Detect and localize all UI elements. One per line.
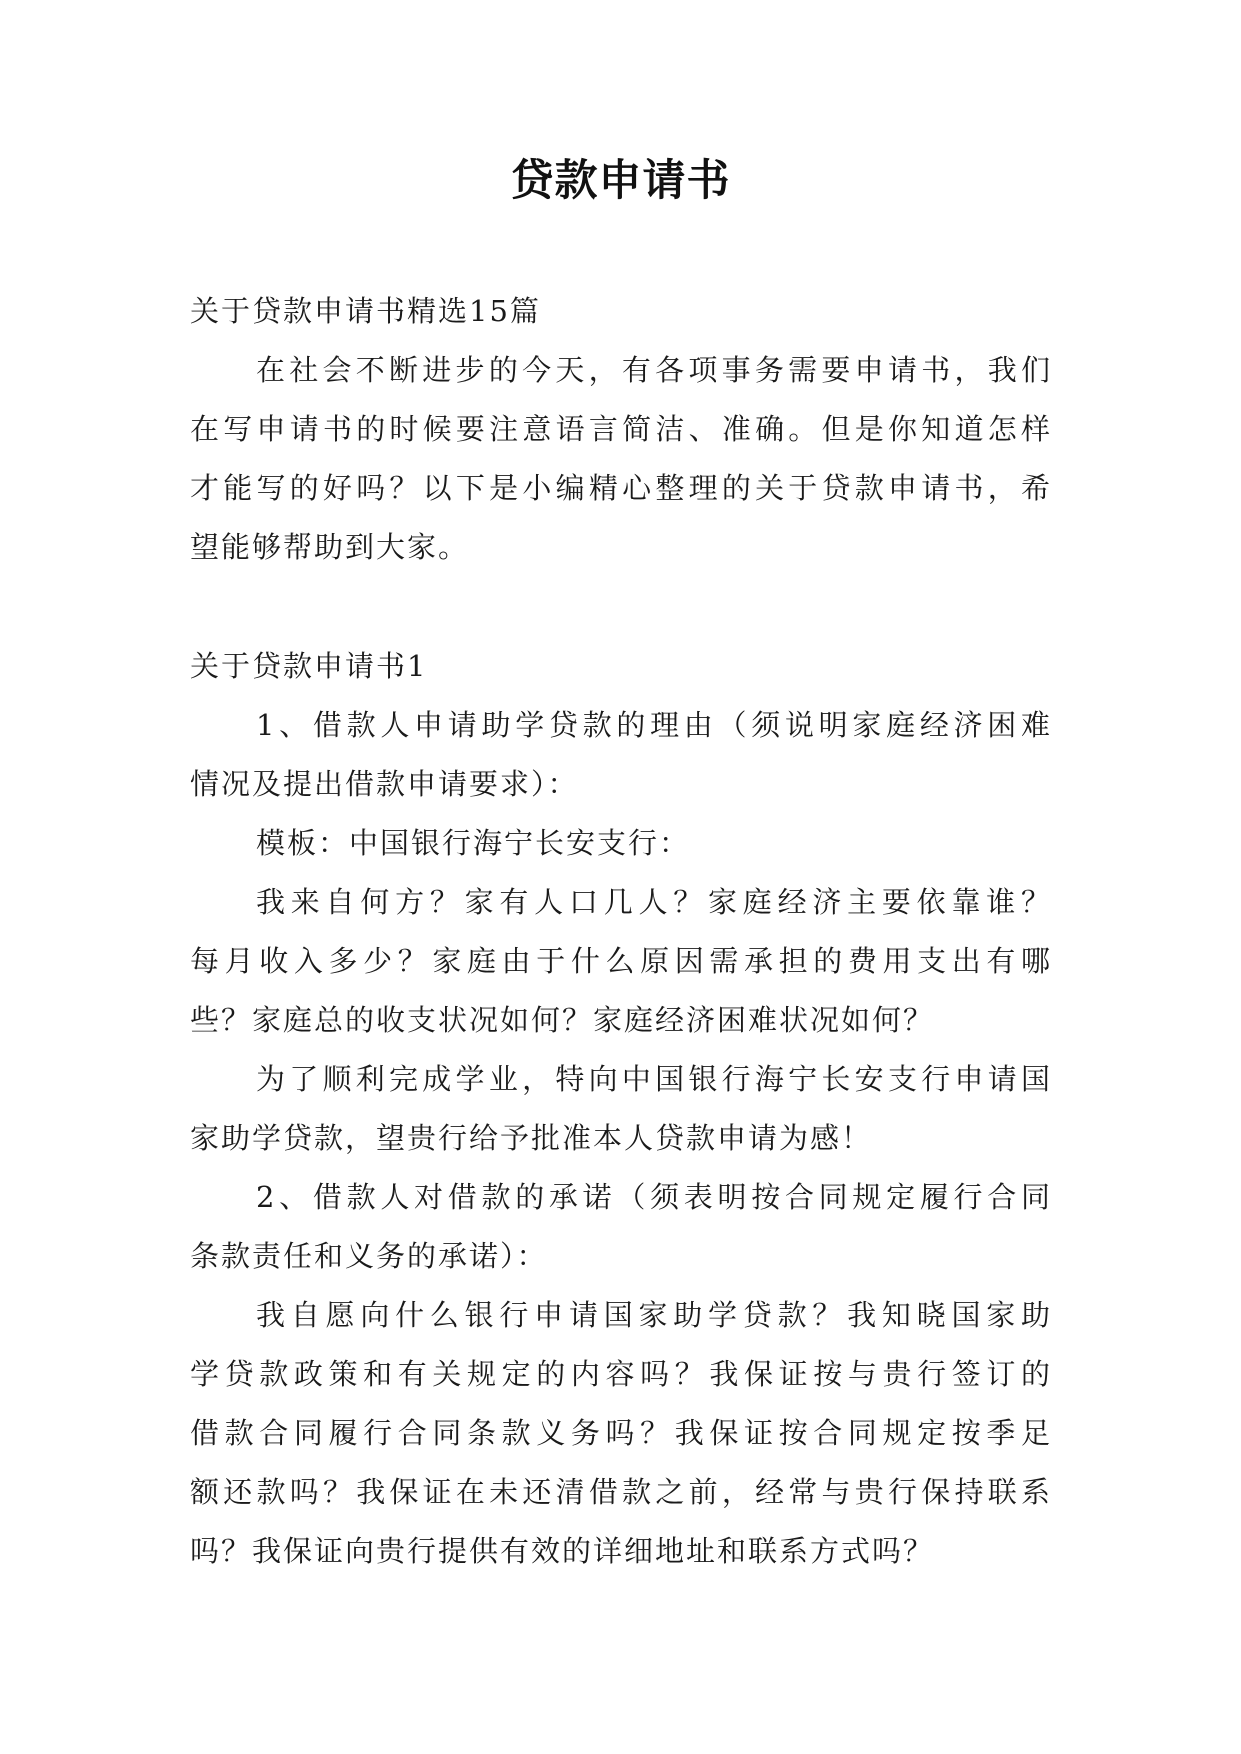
paragraph-line: 望能够帮助到大家。 [190, 530, 470, 564]
paragraph-line: 每月收入多少？家庭由于什么原因需承担的费用支出有哪 [190, 944, 1052, 978]
item-1-paragraph [190, 696, 1052, 814]
paragraph-line: 在社会不断进步的今天，有各项事务需要申请书，我们 [256, 353, 1052, 387]
paragraph-line: 额还款吗？我保证在未还清借款之前，经常与贵行保持联系 [190, 1475, 1052, 1509]
paragraph-line: 2、借款人对借款的承诺（须表明按合同规定履行合同 [256, 1180, 1052, 1214]
questions-1-paragraph [190, 873, 1052, 1050]
paragraph-line: 在写申请书的时候要注意语言简洁、准确。但是你知道怎样 [190, 412, 1052, 446]
paragraph-line: 才能写的好吗？以下是小编精心整理的关于贷款申请书，希 [190, 471, 1052, 505]
paragraph-line: 学贷款政策和有关规定的内容吗？我保证按与贵行签订的 [190, 1357, 1052, 1391]
paragraph-line: 借款合同履行合同条款义务吗？我保证按合同规定按季足 [190, 1416, 1052, 1450]
paragraph-line: 我自愿向什么银行申请国家助学贷款？我知晓国家助 [256, 1298, 1052, 1332]
intro-paragraph [190, 341, 1052, 577]
paragraph-line: 些？家庭总的收支状况如何？家庭经济困难状况如何？ [190, 1003, 935, 1037]
page-title: 贷款申请书 [510, 156, 731, 206]
document-subtitle: 关于贷款申请书精选15篇 [190, 294, 541, 328]
request-paragraph [190, 1050, 1052, 1168]
questions-2-paragraph [190, 1286, 1052, 1581]
section-heading: 关于贷款申请书1 [190, 649, 428, 683]
document-body [190, 282, 1052, 1581]
paragraph-line: 1、借款人申请助学贷款的理由（须说明家庭经济困难 [256, 708, 1052, 742]
paragraph-line: 吗？我保证向贵行提供有效的详细地址和联系方式吗？ [190, 1534, 935, 1568]
paragraph-line: 我来自何方？家有人口几人？家庭经济主要依靠谁？ [256, 885, 1052, 919]
paragraph-line: 家助学贷款，望贵行给予批准本人贷款申请为感！ [190, 1121, 873, 1155]
template-line: 模板：中国银行海宁长安支行： [256, 826, 691, 860]
item-2-paragraph [190, 1168, 1052, 1286]
paragraph-line: 为了顺利完成学业，特向中国银行海宁长安支行申请国 [256, 1062, 1052, 1096]
paragraph-line: 情况及提出借款申请要求）： [190, 767, 579, 801]
paragraph-line: 条款责任和义务的承诺）： [190, 1239, 548, 1273]
